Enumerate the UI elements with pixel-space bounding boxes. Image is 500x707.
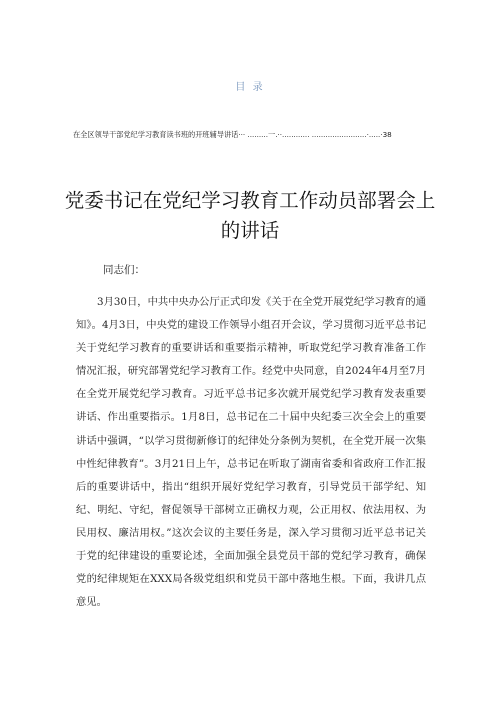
toc-entry[interactable]: 在全区领导干部党纪学习教育读书班的开班辅导讲话··· .........一.··............ ........................·.....·38	[73, 130, 392, 139]
salutation: 同志们：	[103, 264, 145, 276]
toc-heading: 目 录	[235, 82, 265, 93]
document-title: 党委书记在党纪学习教育工作动员部署会上的讲话	[64, 189, 436, 242]
body-paragraph: 3月30日，中共中央办公厅正式印发《关于在全党开展党纪学习教育的通知》。4月3日，中央党的建设工作领导小组召开会议，学习贯彻习近平总书记关于党纪学习教育的重要讲话和重要指示精神，听取党纪学习教育准备工作情况汇报，研究部署党纪学习教育工作。经党中央同意，自2024年4月至7月在全党开展党纪学习教育。习近平总书记多次就开展党纪学习教育发表重要讲话、作出重要指示。1月8日，总书记在二十届中央纪委三次全会上的重要讲话中强调，“以学习贯彻新修订的纪律处分条例为契机，在全党开展一次集中性纪律教育”。3月21日上午，总书记在听取了湖南省委和省政府工作汇报后的重要讲话中，指出“组织开展好党纪学习教育，引导党员干部学纪、知纪、明纪、守纪，督促领导干部树立正确权力观，公正用权、依法用权、为民用权、廉洁用权。”这次会议的主要任务是，深入学习贯彻习近平总书记关于党的纪律建设的重要论述，全面加强全县党员干部的党纪学习教育，确保党的纪律规矩在XXX局各级党组织和党员干部中落地生根。下面，我讲几点意见。	[76, 296, 426, 609]
